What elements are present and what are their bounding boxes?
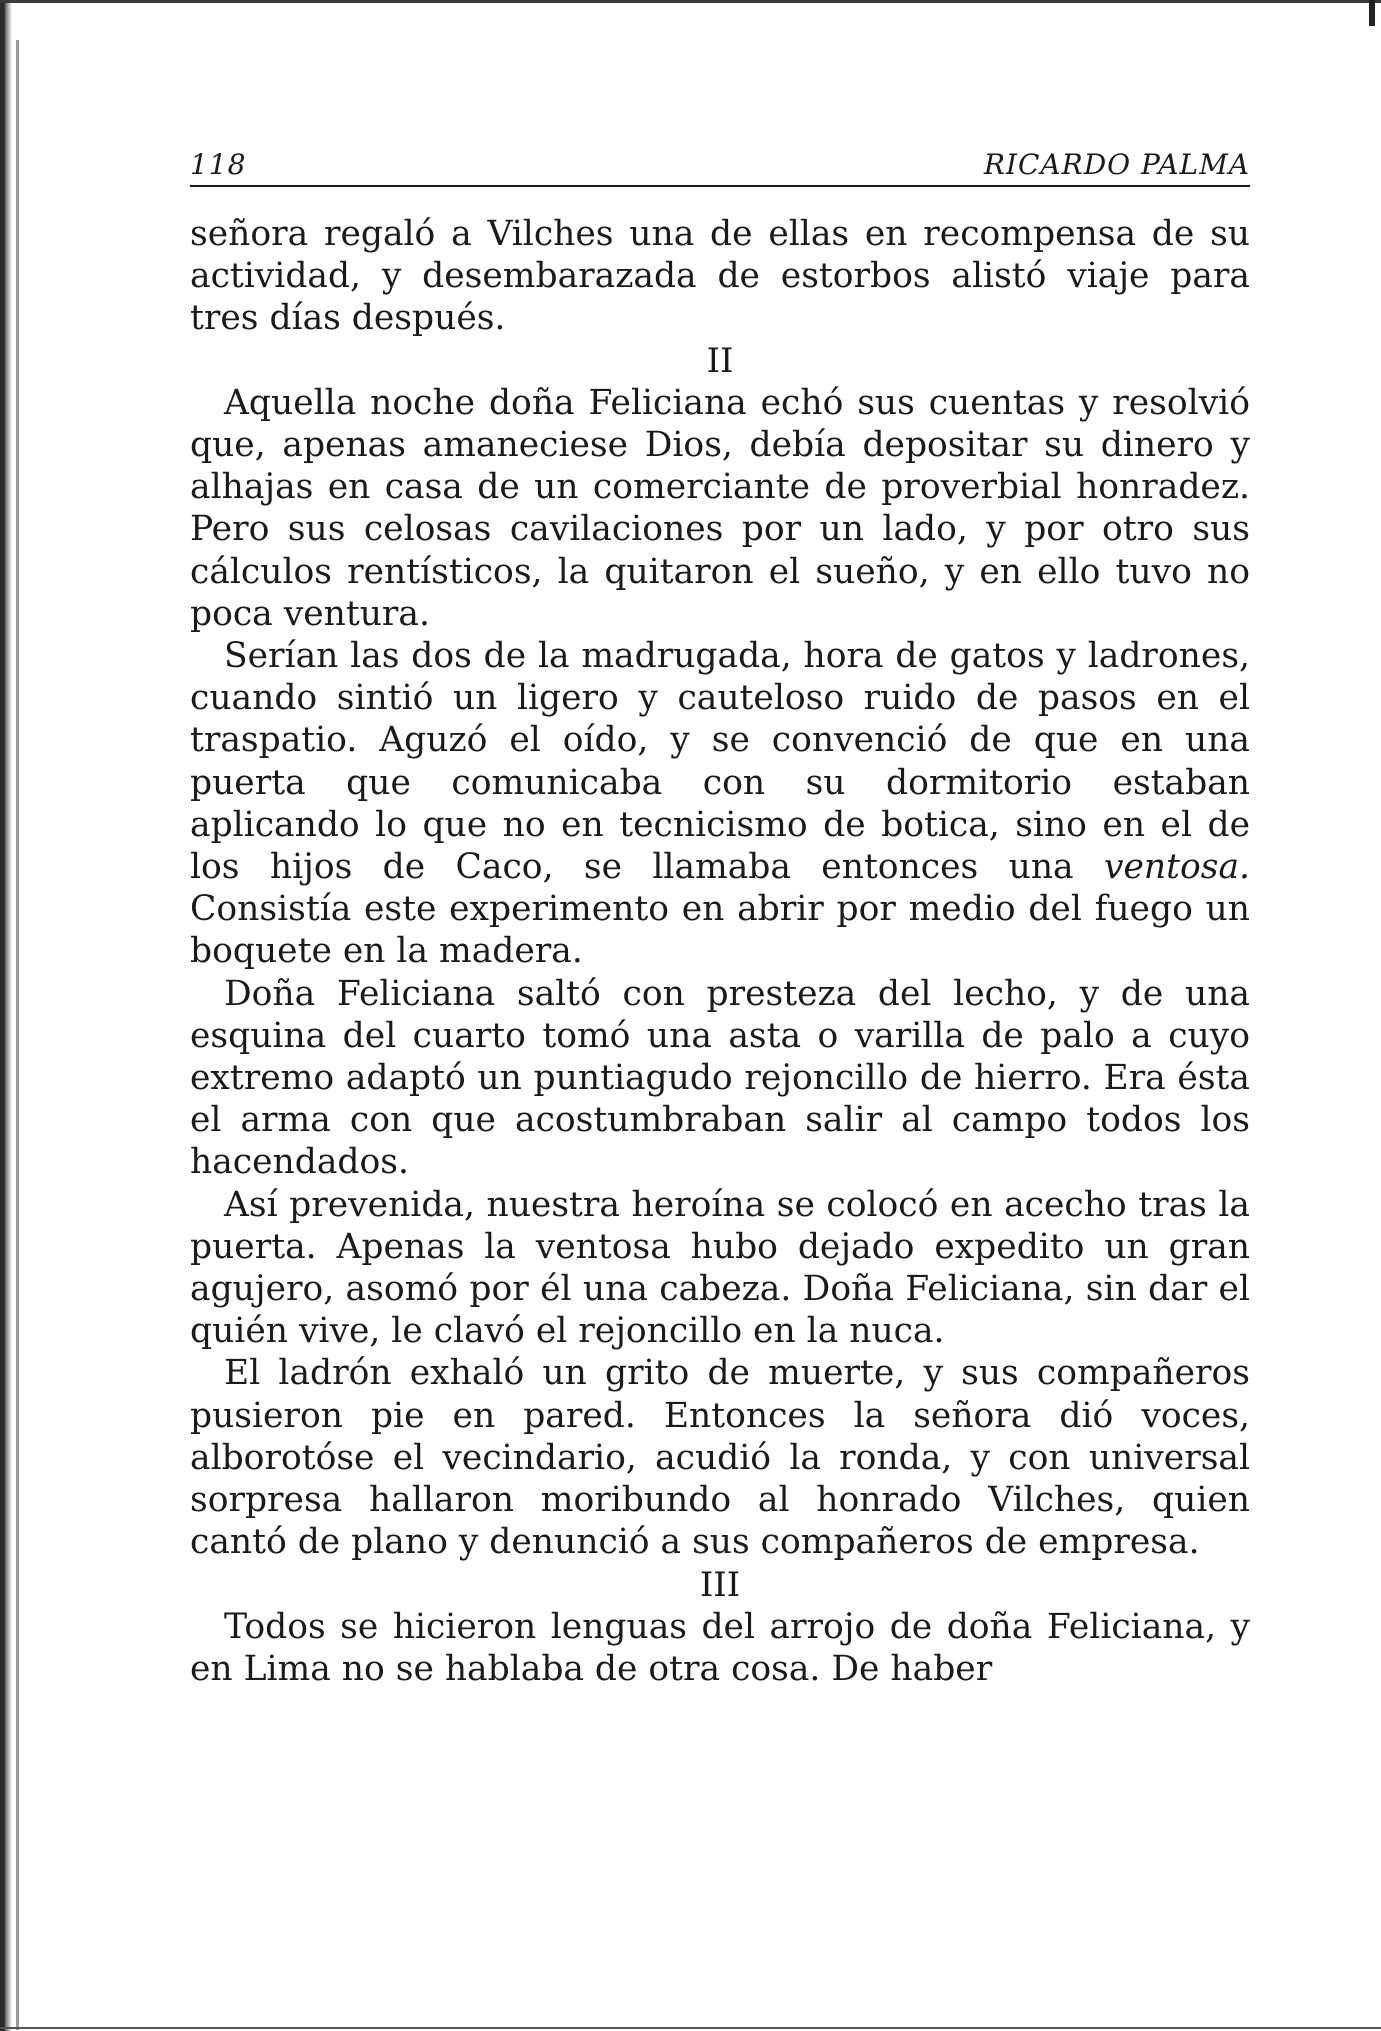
italic-term: ventosa. bbox=[1103, 847, 1250, 888]
scan-edge-top bbox=[0, 0, 1381, 3]
scan-corner-mark bbox=[1369, 0, 1375, 26]
paragraph: El ladrón exhaló un grito de muerte, y sus compañeros pusieron pie en pared. Entonces la señora dió voces, alborotóse el vecindario, acudió la ronda, y con universal sorpresa hallaron moribundo al honrado Vilches, quien cantó de plano y denunció a sus compañeros de empresa. bbox=[190, 1353, 1250, 1563]
running-head bbox=[190, 148, 1250, 187]
paragraph: Todos se hicieron lenguas del arrojo de doña Feliciana, y en Lima no se hablaba de otra cosa. De haber bbox=[190, 1606, 1250, 1689]
page-number: 118 bbox=[190, 148, 247, 181]
scan-edge-bottom bbox=[0, 2027, 1381, 2029]
scan-edge-line bbox=[16, 40, 19, 2030]
paragraph-text: Serían las dos de la madrugada, hora de gatos y ladrones, cuando sintió un ligero y cauteloso ruido de pasos en el traspatio. Aguzó el oído, y se convenció de que en una puerta que comunicaba con su dormitorio estaban aplicando lo que no en tecnicismo de botica, sino en el de los hijos de Caco, se llamaba entonces una bbox=[190, 636, 1250, 888]
scan-edge-left bbox=[0, 0, 12, 2031]
section-heading-3: III bbox=[699, 1564, 741, 1605]
paragraph-text: Consistía este experimento en abrir por medio del fuego un boquete en la madera. bbox=[190, 889, 1250, 972]
book-page bbox=[190, 148, 1250, 1690]
paragraph bbox=[190, 635, 1250, 973]
body-text bbox=[190, 213, 1250, 1690]
section-heading-2: II bbox=[706, 340, 734, 381]
running-head-author: RICARDO PALMA bbox=[983, 148, 1250, 181]
paragraph-continued: señora regaló a Vilches una de ellas en recompensa de su actividad, y desembarazada de estorbos alistó viaje para tres días después. bbox=[190, 214, 1250, 339]
paragraph: Aquella noche doña Feliciana echó sus cuentas y resolvió que, apenas amaneciese Dios, debía depositar su dinero y alhajas en casa de un comerciante de proverbial honradez. Pero sus celosas cavilaciones por un lado, y por otro sus cálculos rentísticos, la quitaron el sueño, y en ello tuvo no poca ventura. bbox=[190, 382, 1250, 634]
paragraph: Así prevenida, nuestra heroína se colocó en acecho tras la puerta. Apenas la ventosa hubo dejado expedito un gran agujero, asomó por él una cabeza. Doña Feliciana, sin dar el quién vive, le clavó el rejoncillo en la nuca. bbox=[190, 1184, 1250, 1352]
paragraph: Doña Feliciana saltó con presteza del lecho, y de una esquina del cuarto tomó una asta o varilla de palo a cuyo extremo adaptó un puntiagudo rejoncillo de hierro. Era ésta el arma con que acostumbraban salir al campo todos los hacendados. bbox=[190, 973, 1250, 1183]
